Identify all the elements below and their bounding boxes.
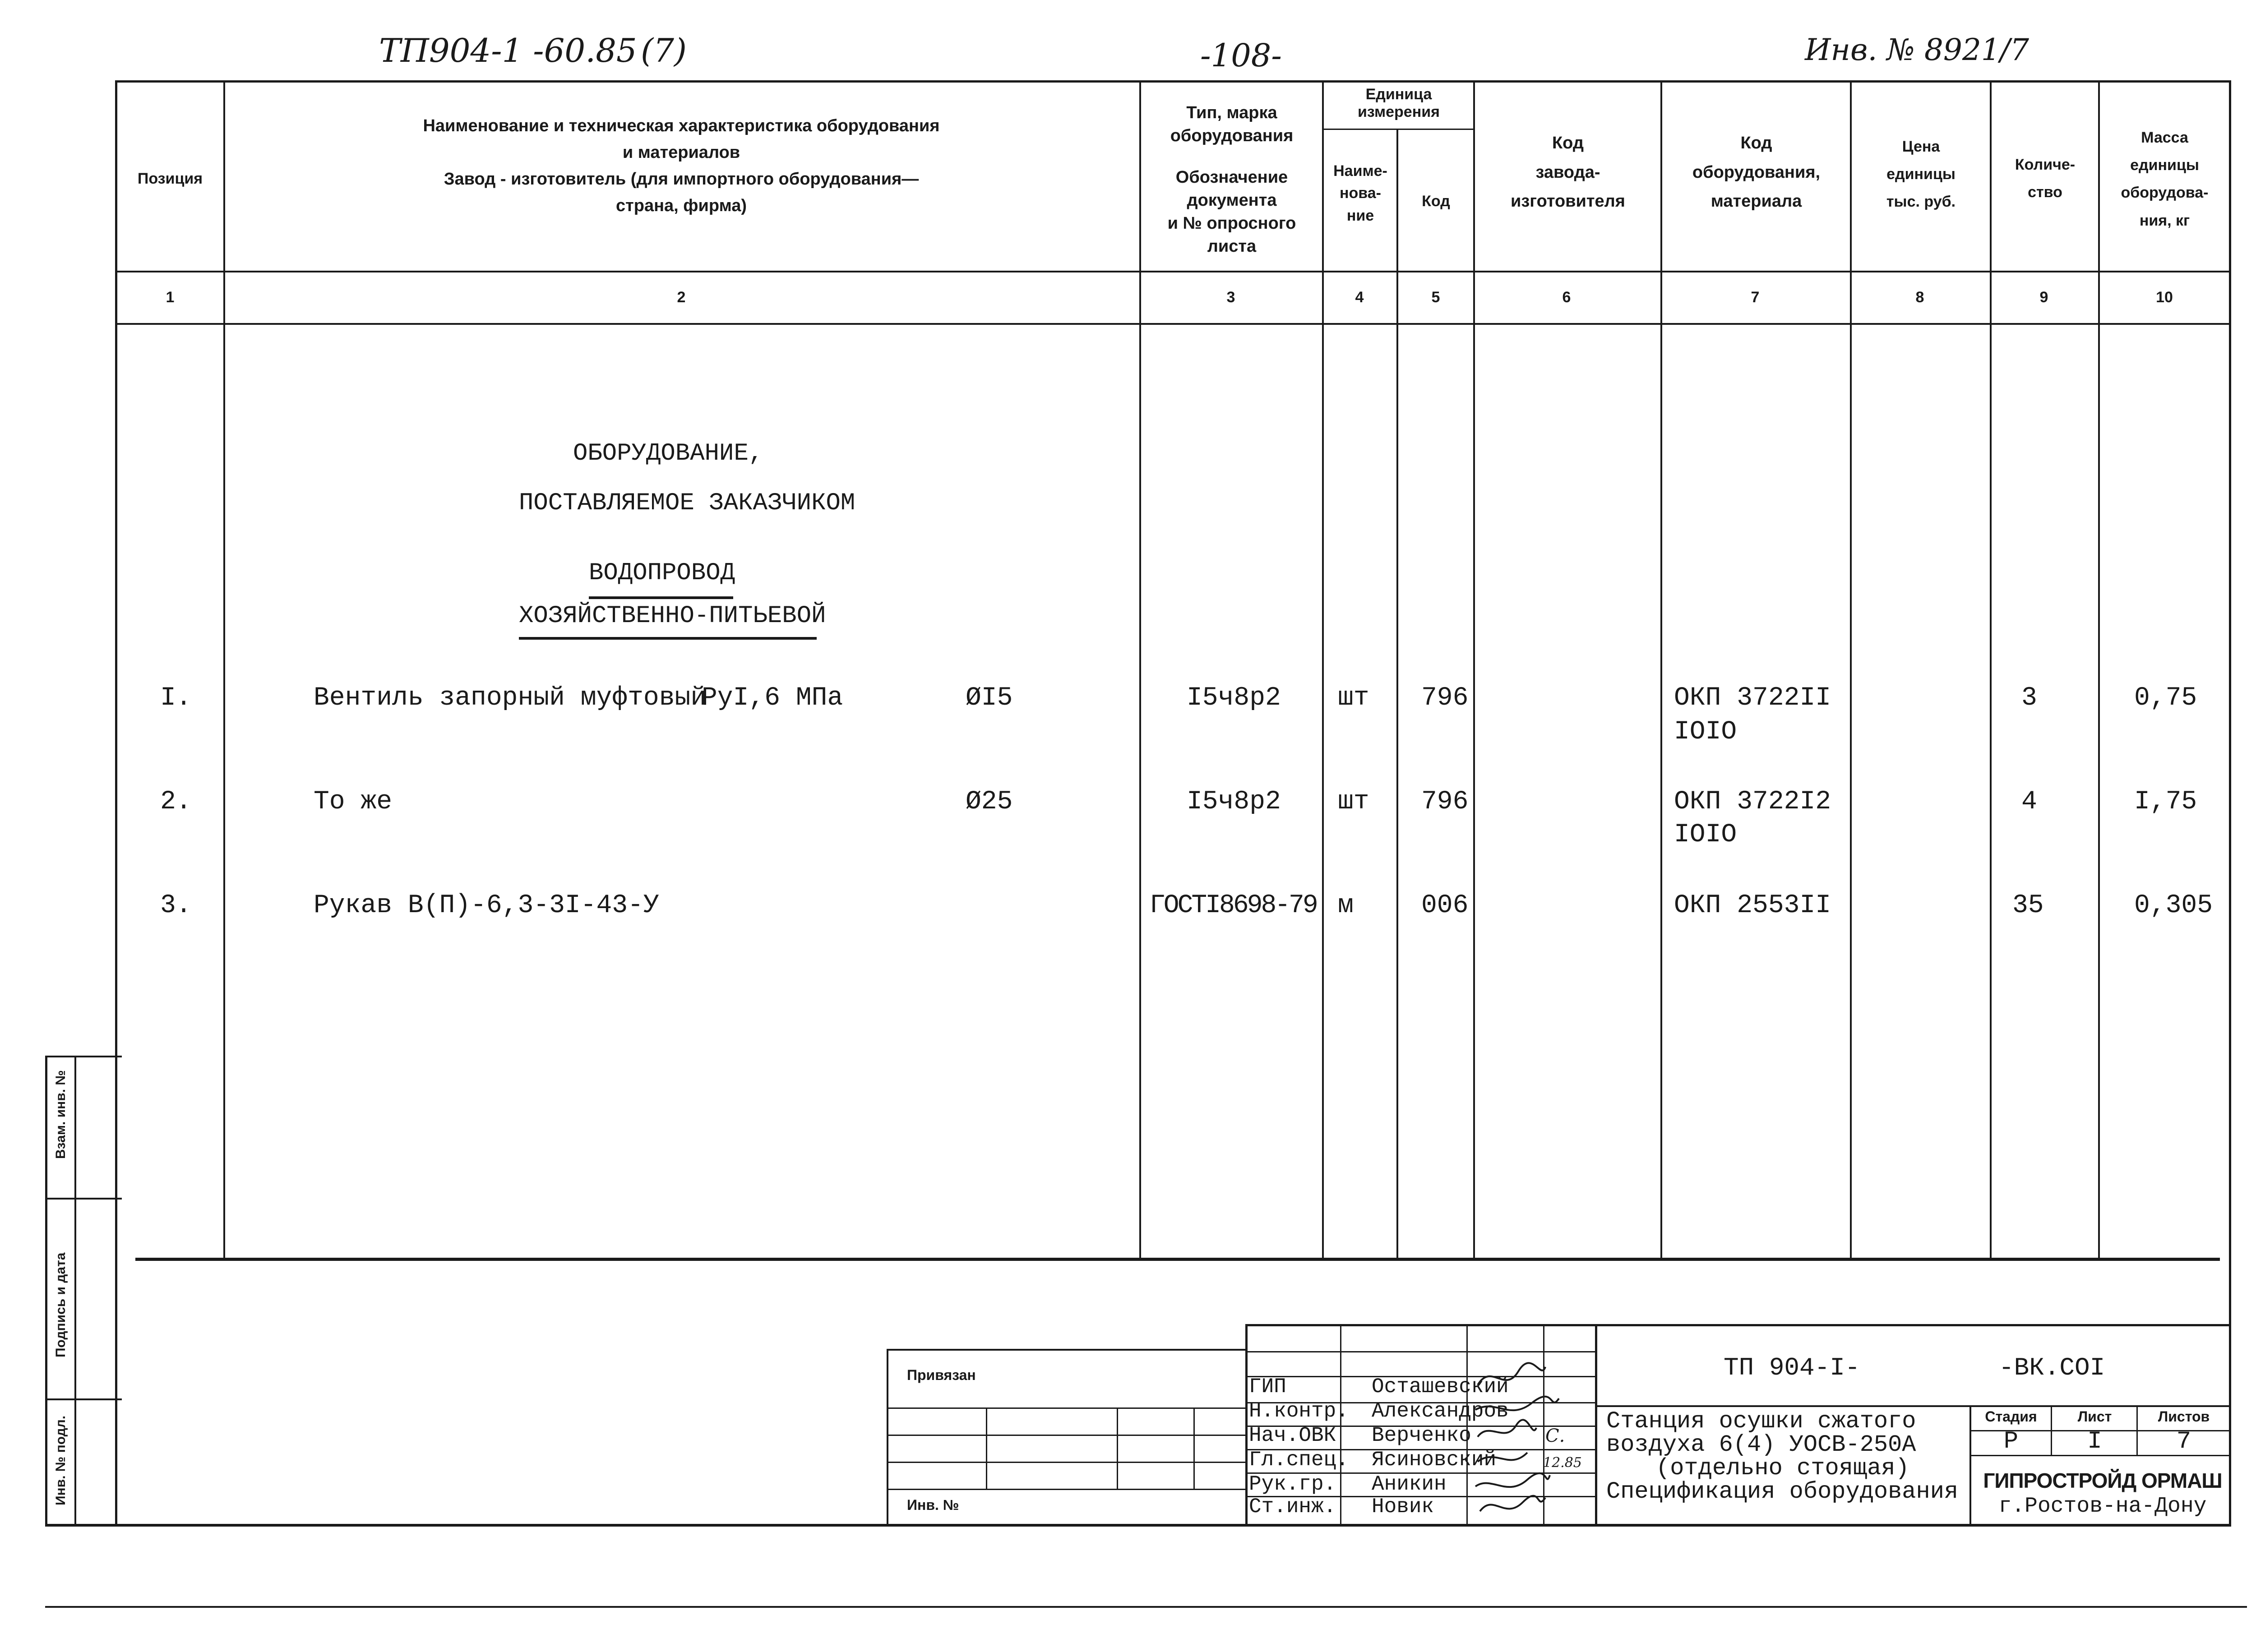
header-type (1142, 102, 1322, 258)
header-unit-code: Код (1422, 193, 1450, 210)
row-unit: шт (1338, 787, 1369, 817)
row-diameter: Ø25 (966, 787, 1013, 817)
row-okp-suffix: IOIO (1674, 820, 1737, 849)
section-heading: ОБОРУДОВАНИЕ, (573, 440, 763, 467)
sheet-label: Лист (2077, 1408, 2112, 1425)
part-number: (7) (641, 32, 687, 69)
column-number: 7 (1751, 289, 1760, 306)
row-unit-code: 796 (1421, 787, 1469, 817)
column-number: 10 (2156, 289, 2173, 306)
column-number: 2 (677, 289, 686, 306)
row-type: I5ч8р2 (1187, 787, 1281, 817)
header-type-line: листа (1207, 237, 1257, 256)
signer-role: Нач.ОВК (1249, 1424, 1336, 1447)
project-code: ТП904-1 -60.85 (379, 32, 637, 69)
stage-label: Стадия (1985, 1408, 2037, 1425)
row-okp: ОКП 3722II (1674, 683, 1831, 713)
row-name: То же (314, 787, 393, 817)
stage-value: Р (2003, 1428, 2019, 1455)
stamp-label-inv: Инв. № подл. (53, 1415, 68, 1505)
column-number: 1 (166, 289, 175, 306)
inventory-value: 8921/7 (1924, 32, 2029, 67)
header-equipment-line: материала (1710, 192, 1802, 211)
header-factory-line: изготовителя (1511, 192, 1625, 211)
row-name: Рукав В(П)-6,3-3I-43-У (314, 891, 659, 920)
header-unit-name-line: ние (1346, 207, 1374, 224)
signer-name: Аникин (1372, 1472, 1447, 1496)
header-unit-name-line: нова- (1340, 185, 1381, 202)
page-number: -108- (1200, 37, 1282, 74)
row-type: I5ч8р2 (1187, 683, 1281, 713)
document-title (1606, 1410, 1958, 1504)
organisation-city: г.Ростов-на-Дону (1998, 1494, 2207, 1518)
header-mass-line: единицы (2130, 157, 2199, 174)
column-number: 3 (1226, 289, 1235, 306)
signer-name: Осташевский (1372, 1375, 1509, 1398)
sheet-value: I (2087, 1428, 2102, 1455)
column-number: 9 (2039, 289, 2048, 306)
title-line: Спецификация оборудования (1606, 1478, 1959, 1505)
header-type-line: документа (1187, 190, 1277, 210)
header-quantity-line: ство (2028, 184, 2062, 201)
header-type-line: Тип, марка (1186, 103, 1277, 122)
header-mass-line: оборудова- (2121, 184, 2209, 202)
row-unit-code: 796 (1421, 683, 1469, 713)
signer-role: Рук.гр. (1249, 1472, 1336, 1496)
header-equipment-line: Код (1740, 134, 1772, 152)
title-line: Станция осушки сжатого (1606, 1408, 1916, 1435)
row-position: 3. (160, 891, 192, 920)
row-mass: 0,305 (2134, 891, 2213, 920)
organisation-name: ГИПРОСТРОЙД ОРМАШ (1983, 1469, 2222, 1492)
header-position: Позиция (137, 170, 203, 187)
header-unit-name-line: Наиме- (1333, 162, 1387, 180)
row-position: I. (160, 683, 192, 713)
header-name-line: и материалов (622, 143, 740, 162)
row-mass: I,75 (2134, 787, 2197, 817)
section-subheading: ХОЗЯЙСТВЕННО-ПИТЬЕВОЙ (519, 602, 826, 630)
row-okp: ОКП 3722I2 (1674, 787, 1831, 817)
row-okp: ОКП 2553II (1674, 891, 1831, 920)
stage-mark: С. (1545, 1426, 1565, 1446)
inventory-label: Инв. № (1805, 32, 1915, 67)
signer-role: Н.контр. (1249, 1399, 1349, 1423)
row-position: 2. (160, 787, 192, 817)
header-price-line: единицы (1886, 166, 1956, 183)
binding-inv-label: Инв. № (907, 1497, 959, 1513)
stamp-label-vzam: Взам. инв. № (53, 1070, 68, 1159)
header-type-line: Обозначение (1175, 167, 1288, 187)
header-quantity-line: Количе- (2015, 156, 2076, 173)
signer-role: ГИП (1249, 1375, 1286, 1398)
row-okp-suffix: IOIO (1674, 717, 1737, 747)
header-name-line: Завод - изготовитель (для импортного оборудования— (444, 169, 919, 189)
header-type-line: оборудования (1170, 126, 1294, 146)
row-quantity: 4 (2021, 787, 2037, 817)
title-line: (отдельно стоящая) (1656, 1455, 1909, 1481)
row-mass: 0,75 (2134, 683, 2197, 713)
header-unit-group (1324, 86, 1473, 121)
header-price-line: Цена (1902, 138, 1940, 155)
header-mass-line: ния, кг (2139, 212, 2190, 229)
header-name-line: страна, фирма) (615, 196, 747, 215)
header-unit-line: Единица (1365, 86, 1432, 103)
row-type: ГОСТI8698-79 (1150, 891, 1317, 920)
signer-role: Гл.спец. (1249, 1448, 1349, 1472)
row-unit: шт (1338, 683, 1369, 713)
header-name-line: Наименование и техническая характеристика оборудования (423, 116, 940, 135)
signer-name: Верченко (1372, 1424, 1471, 1447)
row-unit: м (1338, 891, 1354, 920)
signer-name: Ясиновский (1372, 1448, 1497, 1472)
header-equipment-code (1663, 129, 1850, 216)
sheets-value: 7 (2176, 1428, 2191, 1455)
stamp-label-signature: Подпись и дата (53, 1252, 68, 1357)
doc-code-left: ТП 904-I- (1724, 1353, 1860, 1382)
header-price-line: тыс. руб. (1886, 193, 1956, 211)
header-factory-line: завода- (1535, 162, 1600, 182)
header-mass (2100, 124, 2229, 235)
row-name: Вентиль запорный муфтовый (314, 683, 707, 713)
inventory-number (1805, 32, 2029, 67)
column-number: 6 (1562, 289, 1571, 306)
sheets-label: Листов (2158, 1408, 2210, 1425)
signature-date: 12.85 (1543, 1455, 1582, 1471)
row-diameter: ØI5 (966, 683, 1013, 713)
header-unit-name (1324, 160, 1396, 227)
section-subheading: ВОДОПРОВОД (589, 559, 735, 587)
signer-role: Ст.инж. (1249, 1495, 1336, 1518)
doc-code-right: -ВК.COI (1999, 1353, 2105, 1382)
header-name (228, 113, 1135, 219)
header-type-line: и № опросного (1167, 214, 1296, 233)
header-equipment-line: оборудования, (1692, 162, 1821, 182)
header-mass-line: Масса (2141, 129, 2188, 146)
header-factory-line: Код (1552, 134, 1584, 152)
cut-line (45, 1606, 2247, 1608)
row-quantity: 35 (2012, 891, 2044, 920)
row-unit-code: 006 (1421, 891, 1469, 920)
binding-label: Привязан (907, 1367, 976, 1383)
signature-scribbles (1469, 1353, 1600, 1525)
header-unit-line: измерения (1358, 103, 1440, 121)
signer-name: Новик (1372, 1495, 1434, 1518)
row-spec: РуI,6 МПа (702, 683, 843, 713)
column-number: 8 (1915, 289, 1924, 306)
column-number: 5 (1431, 289, 1440, 306)
column-number: 4 (1355, 289, 1364, 306)
signer-name: Александров (1372, 1399, 1509, 1423)
header-price (1852, 133, 1990, 216)
section-heading: ПОСТАВЛЯЕМОЕ ЗАКАЗЧИКОМ (519, 489, 855, 517)
row-quantity: 3 (2021, 683, 2037, 713)
header-factory-code (1475, 129, 1660, 216)
title-line: воздуха 6(4) УОСВ-250А (1606, 1431, 1916, 1458)
header-quantity (1992, 151, 2098, 206)
